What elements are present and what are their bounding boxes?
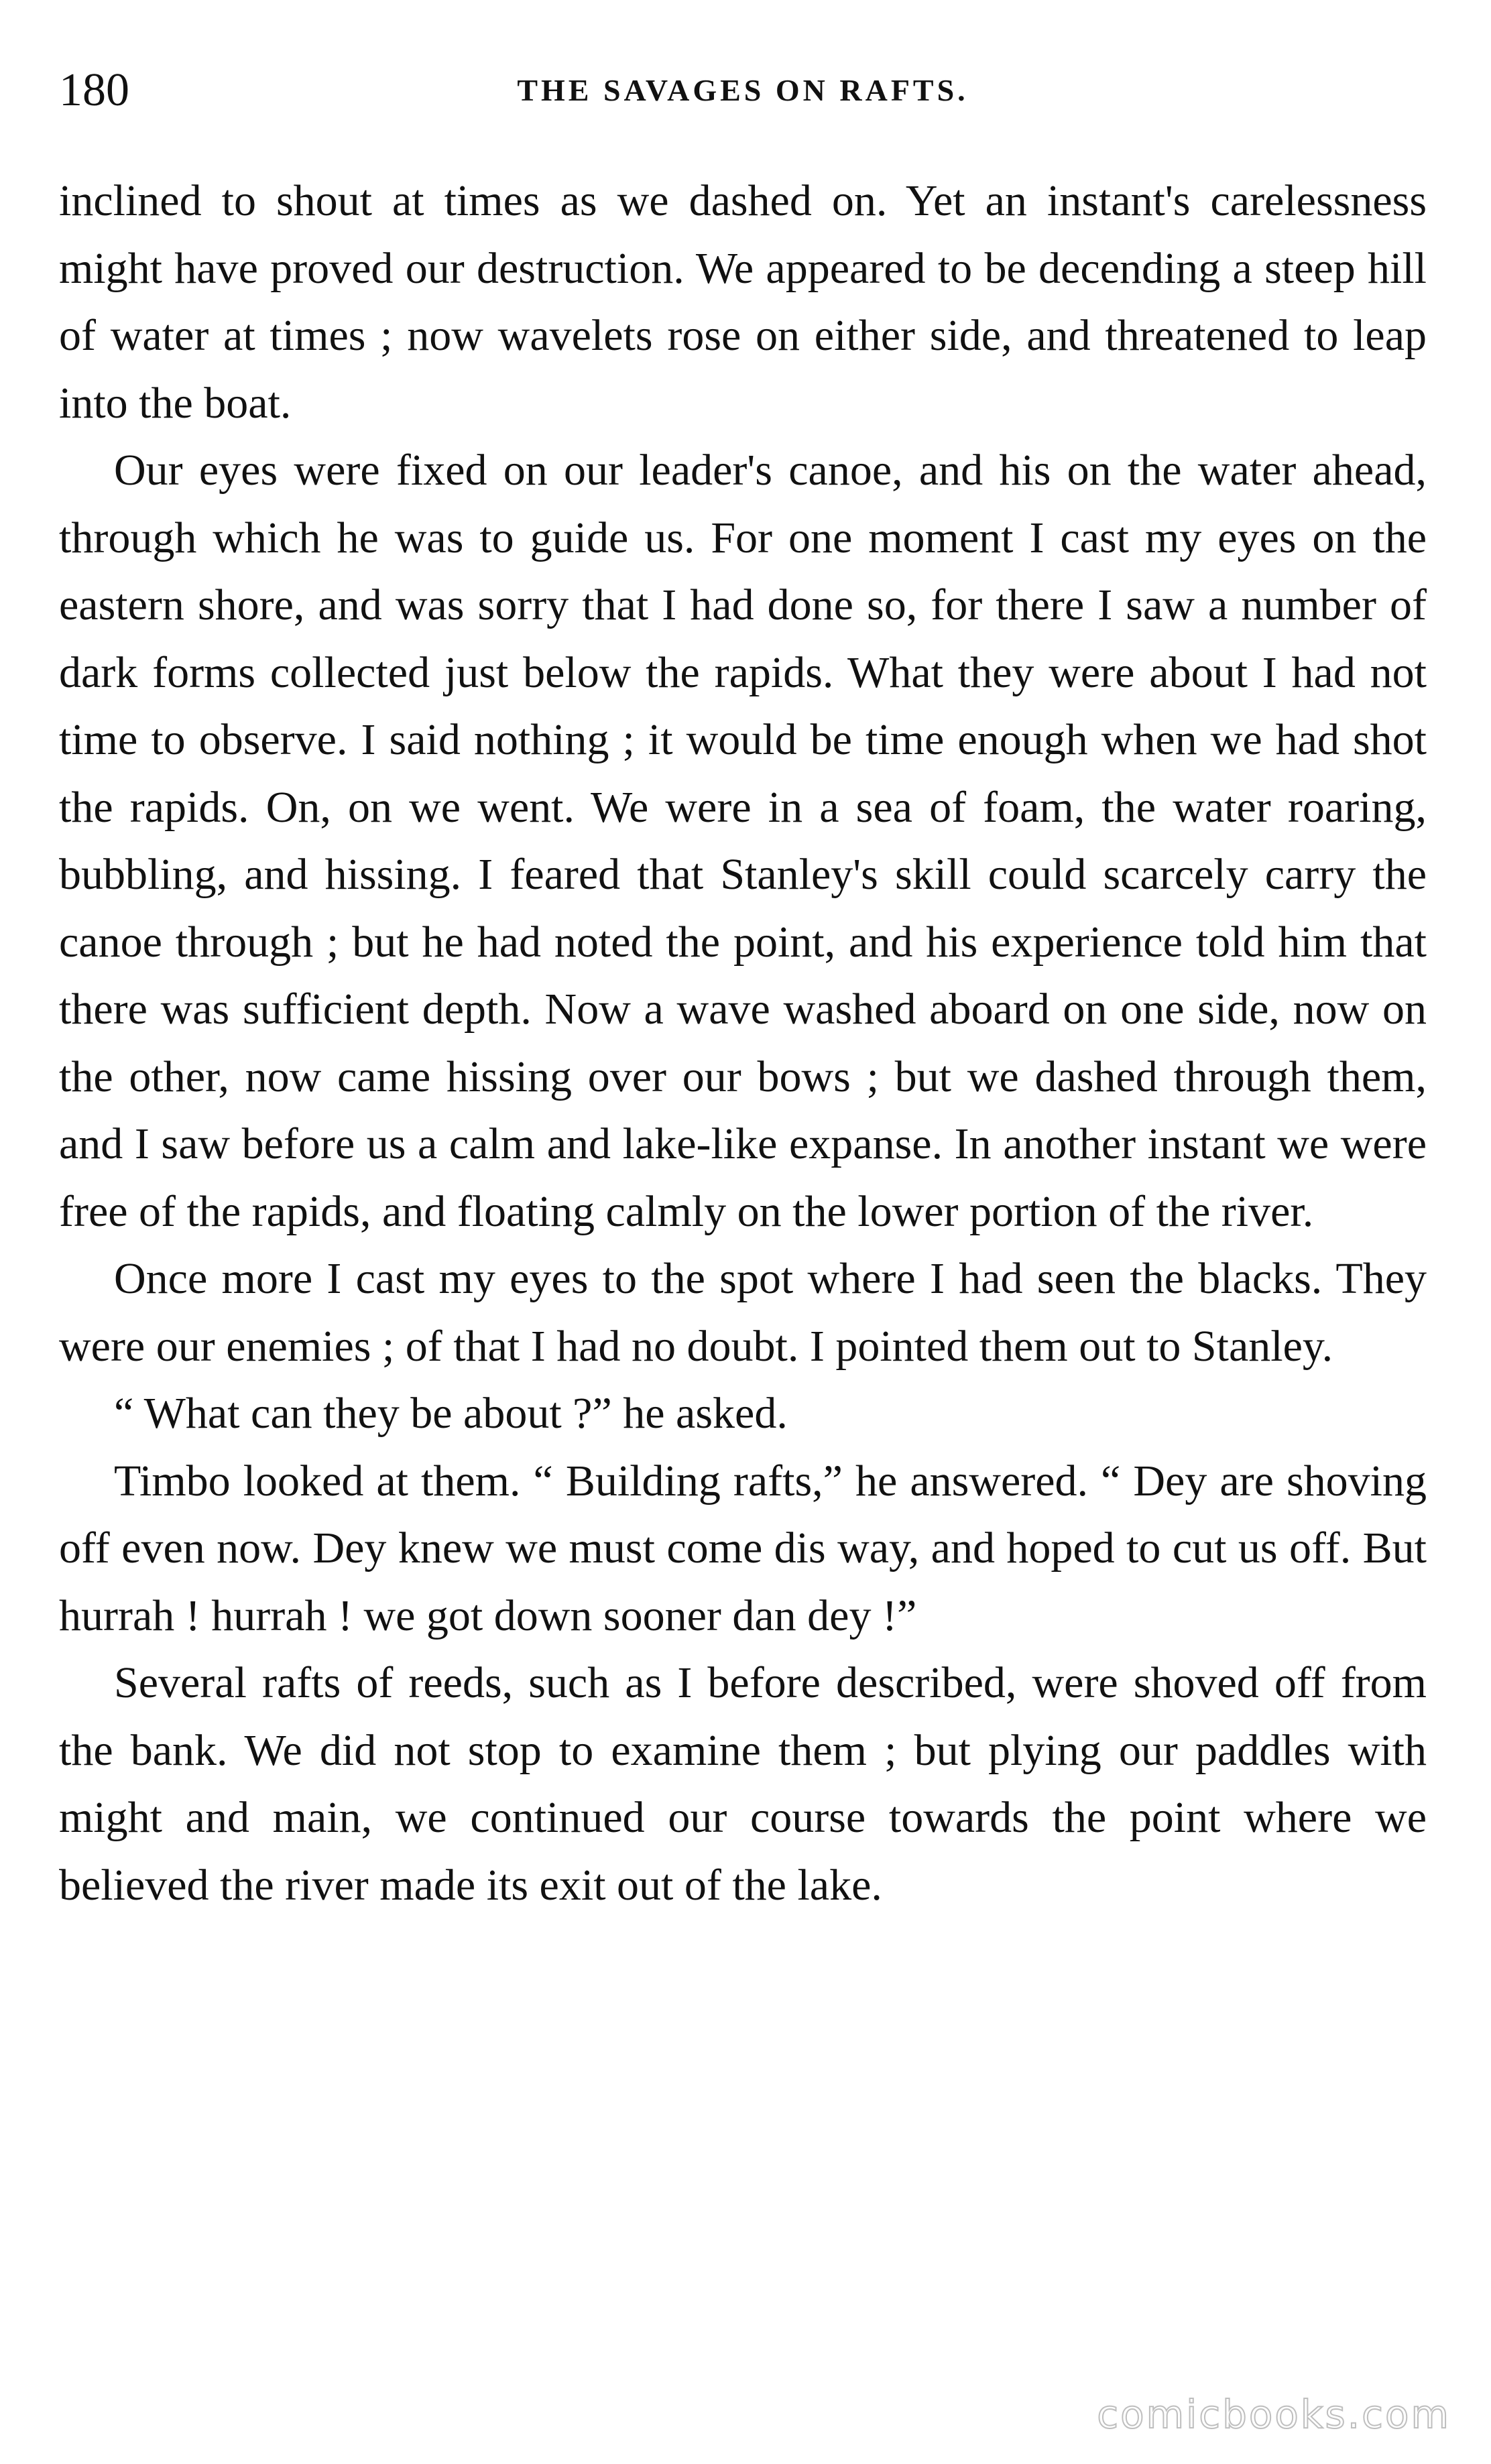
paragraph: inclined to shout at times as we dashed on. Yet an instant's carelessness might have proved our destruction. We appeared to be decending a steep hill of water at times ; now wavelets rose on either side, and threatened to leap into the boat. <box>59 176 1427 428</box>
paragraph: Once more I cast my eyes to the spot where I had seen the blacks. They were our enemies ; of that I had no doubt. I pointed them out to Stanley. <box>59 1254 1427 1371</box>
running-head: THE SAVAGES ON RAFTS. <box>517 73 969 107</box>
page-number: 180 <box>59 64 129 116</box>
book-page <box>59 0 1427 2464</box>
body-text <box>59 168 1427 1919</box>
paragraph: Our eyes were fixed on our leader's canoe, and his on the water ahead, through which he was to guide us. For one moment I cast my eyes on the eastern shore, and was sorry that I had done so, for there I saw a number of dark forms collected just below the rapids. What they were about I had not time to observe. I said nothing ; it would be time enough when we had shot the rapids. On, on we went. We were in a sea of foam, the water roaring, bubbling, and hissing. I feared that Stanley's skill could scarcely carry the canoe through ; but he had noted the point, and his experience told him that there was sufficient depth. Now a wave washed aboard on one side, now on the other, now came hissing over our bows ; but we dashed through them, and I saw before us a calm and lake-like expanse. In another instant we were free of the rapids, and floating calmly on the lower portion of the river. <box>59 446 1427 1236</box>
paragraph: Several rafts of reeds, such as I before described, were shoved off from the bank. We did not stop to examine them ; but plying our paddles with might and main, we continued our course towards the point where we believed the river made its exit out of the lake. <box>59 1658 1427 1910</box>
page-header <box>59 54 1427 127</box>
paragraph: Timbo looked at them. “ Building rafts,” he answered. “ Dey are shoving off even now. Dey knew we must come dis way, and hoped to cut us off. But hurrah ! hurrah ! we got down sooner dan dey !” <box>59 1456 1427 1640</box>
watermark: comicbooks.com <box>1097 2392 1451 2437</box>
paragraph: “ What can they be about ?” he asked. <box>114 1389 788 1438</box>
